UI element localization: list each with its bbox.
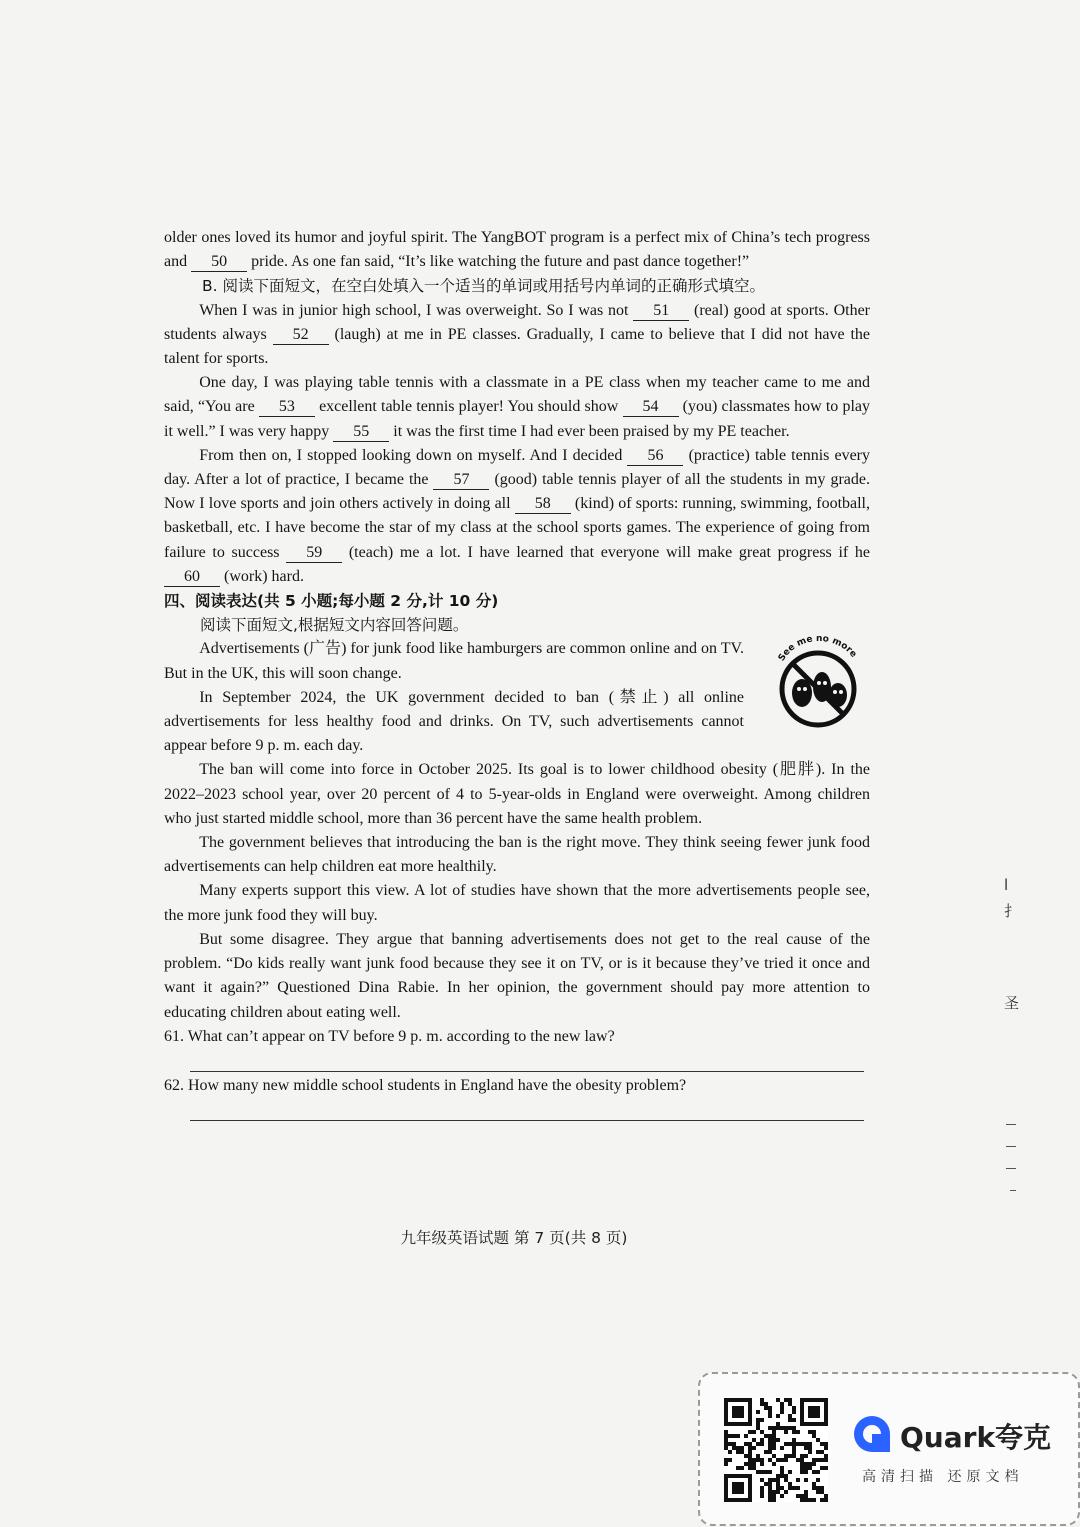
edge-mark: l — [1004, 876, 1009, 894]
quark-brand — [852, 1414, 1062, 1460]
edge-mark: 扌 — [1004, 902, 1020, 920]
blank-55[interactable]: 55 — [333, 423, 389, 442]
answer-line-62[interactable] — [190, 1098, 864, 1121]
passage-paragraph: Many experts support this view. A lot of studies have shown that the more advertisements people see, the more junk food they will buy. — [164, 882, 870, 924]
scanner-watermark — [698, 1372, 1080, 1526]
section-b-paragraph-1: When I was in junior high school, I was overweight. So I was not 51 (real) good at sports. Other students always 52 (laugh) at me in PE classes. Gradually, I came to believe that I did not have the talent for sports. — [164, 301, 871, 368]
blank-58[interactable]: 58 — [515, 495, 571, 514]
answer-line-61[interactable] — [190, 1049, 864, 1072]
edge-tick — [1010, 1190, 1016, 1191]
passage-paragraph: The government believes that introducing the ban is the right move. They think seeing fewer junk food advertisements can help children eat more healthily. — [164, 834, 870, 876]
blank-60[interactable]: 60 — [164, 568, 220, 587]
question-61: 61. What can’t appear on TV before 9 p. m. according to the new law? — [164, 1027, 615, 1045]
reading-passage — [164, 637, 870, 1024]
section-4-instruction: 阅读下面短文,根据短文内容回答问题。 — [200, 616, 469, 635]
passage-paragraph: In September 2024, the UK government decided to ban (禁止) all online advertisements for less healthy food and drinks. On TV, such advertisements cannot appear before 9 p. m. each day. — [164, 688, 744, 755]
page-footer: 九年级英语试题 第 7 页(共 8 页) — [400, 1229, 628, 1247]
blank-54[interactable]: 54 — [623, 398, 679, 417]
section-4-heading: 四、阅读表达(共 5 小题;每小题 2 分,计 10 分) — [164, 592, 499, 611]
edge-tick — [1006, 1168, 1016, 1169]
blank-57[interactable]: 57 — [433, 471, 489, 490]
section-b-paragraph-2: One day, I was playing table tennis with a classmate in a PE class when my teacher came to me and said, “You are 53 excellent table tennis player! You should show 54 (you) classmates how to play it well.” I was very happy 55 it was the first time I had ever been praised by my PE teacher. — [164, 374, 871, 440]
passage-paragraph: The ban will come into force in October 2025. Its goal is to lower childhood obesity (肥胖). In the 2022–2023 school year, over 20 percent of 4 to 5-year-olds in England were overweight. Among children who just started middle school, more than 36 percent have the same health problem. — [164, 761, 870, 827]
edge-mark: 圣 — [1004, 994, 1020, 1012]
edge-tick — [1006, 1124, 1016, 1125]
passage-paragraph: But some disagree. They argue that banning advertisements does not get to the real cause of the problem. “Do kids really want junk food because they see it on TV, or is it because they’ve tried it once and want it again?” Questioned Dina Rabie. In her opinion, the government should pay more attention to educating children about eating well. — [164, 930, 870, 1021]
drink-figure — [813, 672, 831, 702]
blank-52[interactable]: 52 — [273, 326, 329, 345]
question-62: 62. How many new middle school students in England have the obesity problem? — [164, 1076, 687, 1094]
passage-a-tail: older ones loved its humor and joyful spirit. The YangBOT program is a perfect mix of China’s tech progress and 50 pride. As one fan said, “It’s like watching the future and past dance together!” — [164, 229, 870, 271]
section-b-paragraph-3: From then on, I stopped looking down on myself. And I decided 56 (practice) table tennis every day. After a lot of practice, I became the 57 (good) table tennis player of all the students in my grade. Now I love sports and join others actively in doing all 58 (kind) of sports: running, swimming, football, basketball, etc. I have become the star of my class at the school sports games. The experience of going from failure to success 59 (teach) me a lot. I have learned that everyone will make great progress if he 60 (work) hard. — [164, 446, 871, 585]
illustration-caption: See me no more — [776, 634, 859, 664]
fries-figure — [792, 679, 812, 707]
blank-53[interactable]: 53 — [259, 398, 315, 417]
brand-name: Quark夸克 — [900, 1421, 1052, 1454]
qr-code-icon[interactable] — [724, 1398, 828, 1502]
burger-figure — [829, 683, 847, 707]
page-content — [164, 226, 870, 1123]
section-b-instruction: B. 阅读下面短文，在空白处填入一个适当的单词或用括号内单词的正确形式填空。 — [202, 277, 765, 296]
passage-paragraph: Advertisements (广告) for junk food like hamburgers are common online and on TV. But in the UK, this will soon change. — [164, 640, 744, 682]
blank-51[interactable]: 51 — [633, 302, 689, 321]
quark-logo-icon — [852, 1414, 892, 1454]
brand-tagline: 高清扫描 还原文档 — [862, 1469, 1024, 1485]
edge-tick — [1006, 1146, 1016, 1147]
no-junk-food-illustration — [766, 631, 870, 731]
blank-56[interactable]: 56 — [627, 447, 683, 466]
blank-50[interactable]: 50 — [191, 253, 247, 272]
blank-59[interactable]: 59 — [286, 544, 342, 563]
